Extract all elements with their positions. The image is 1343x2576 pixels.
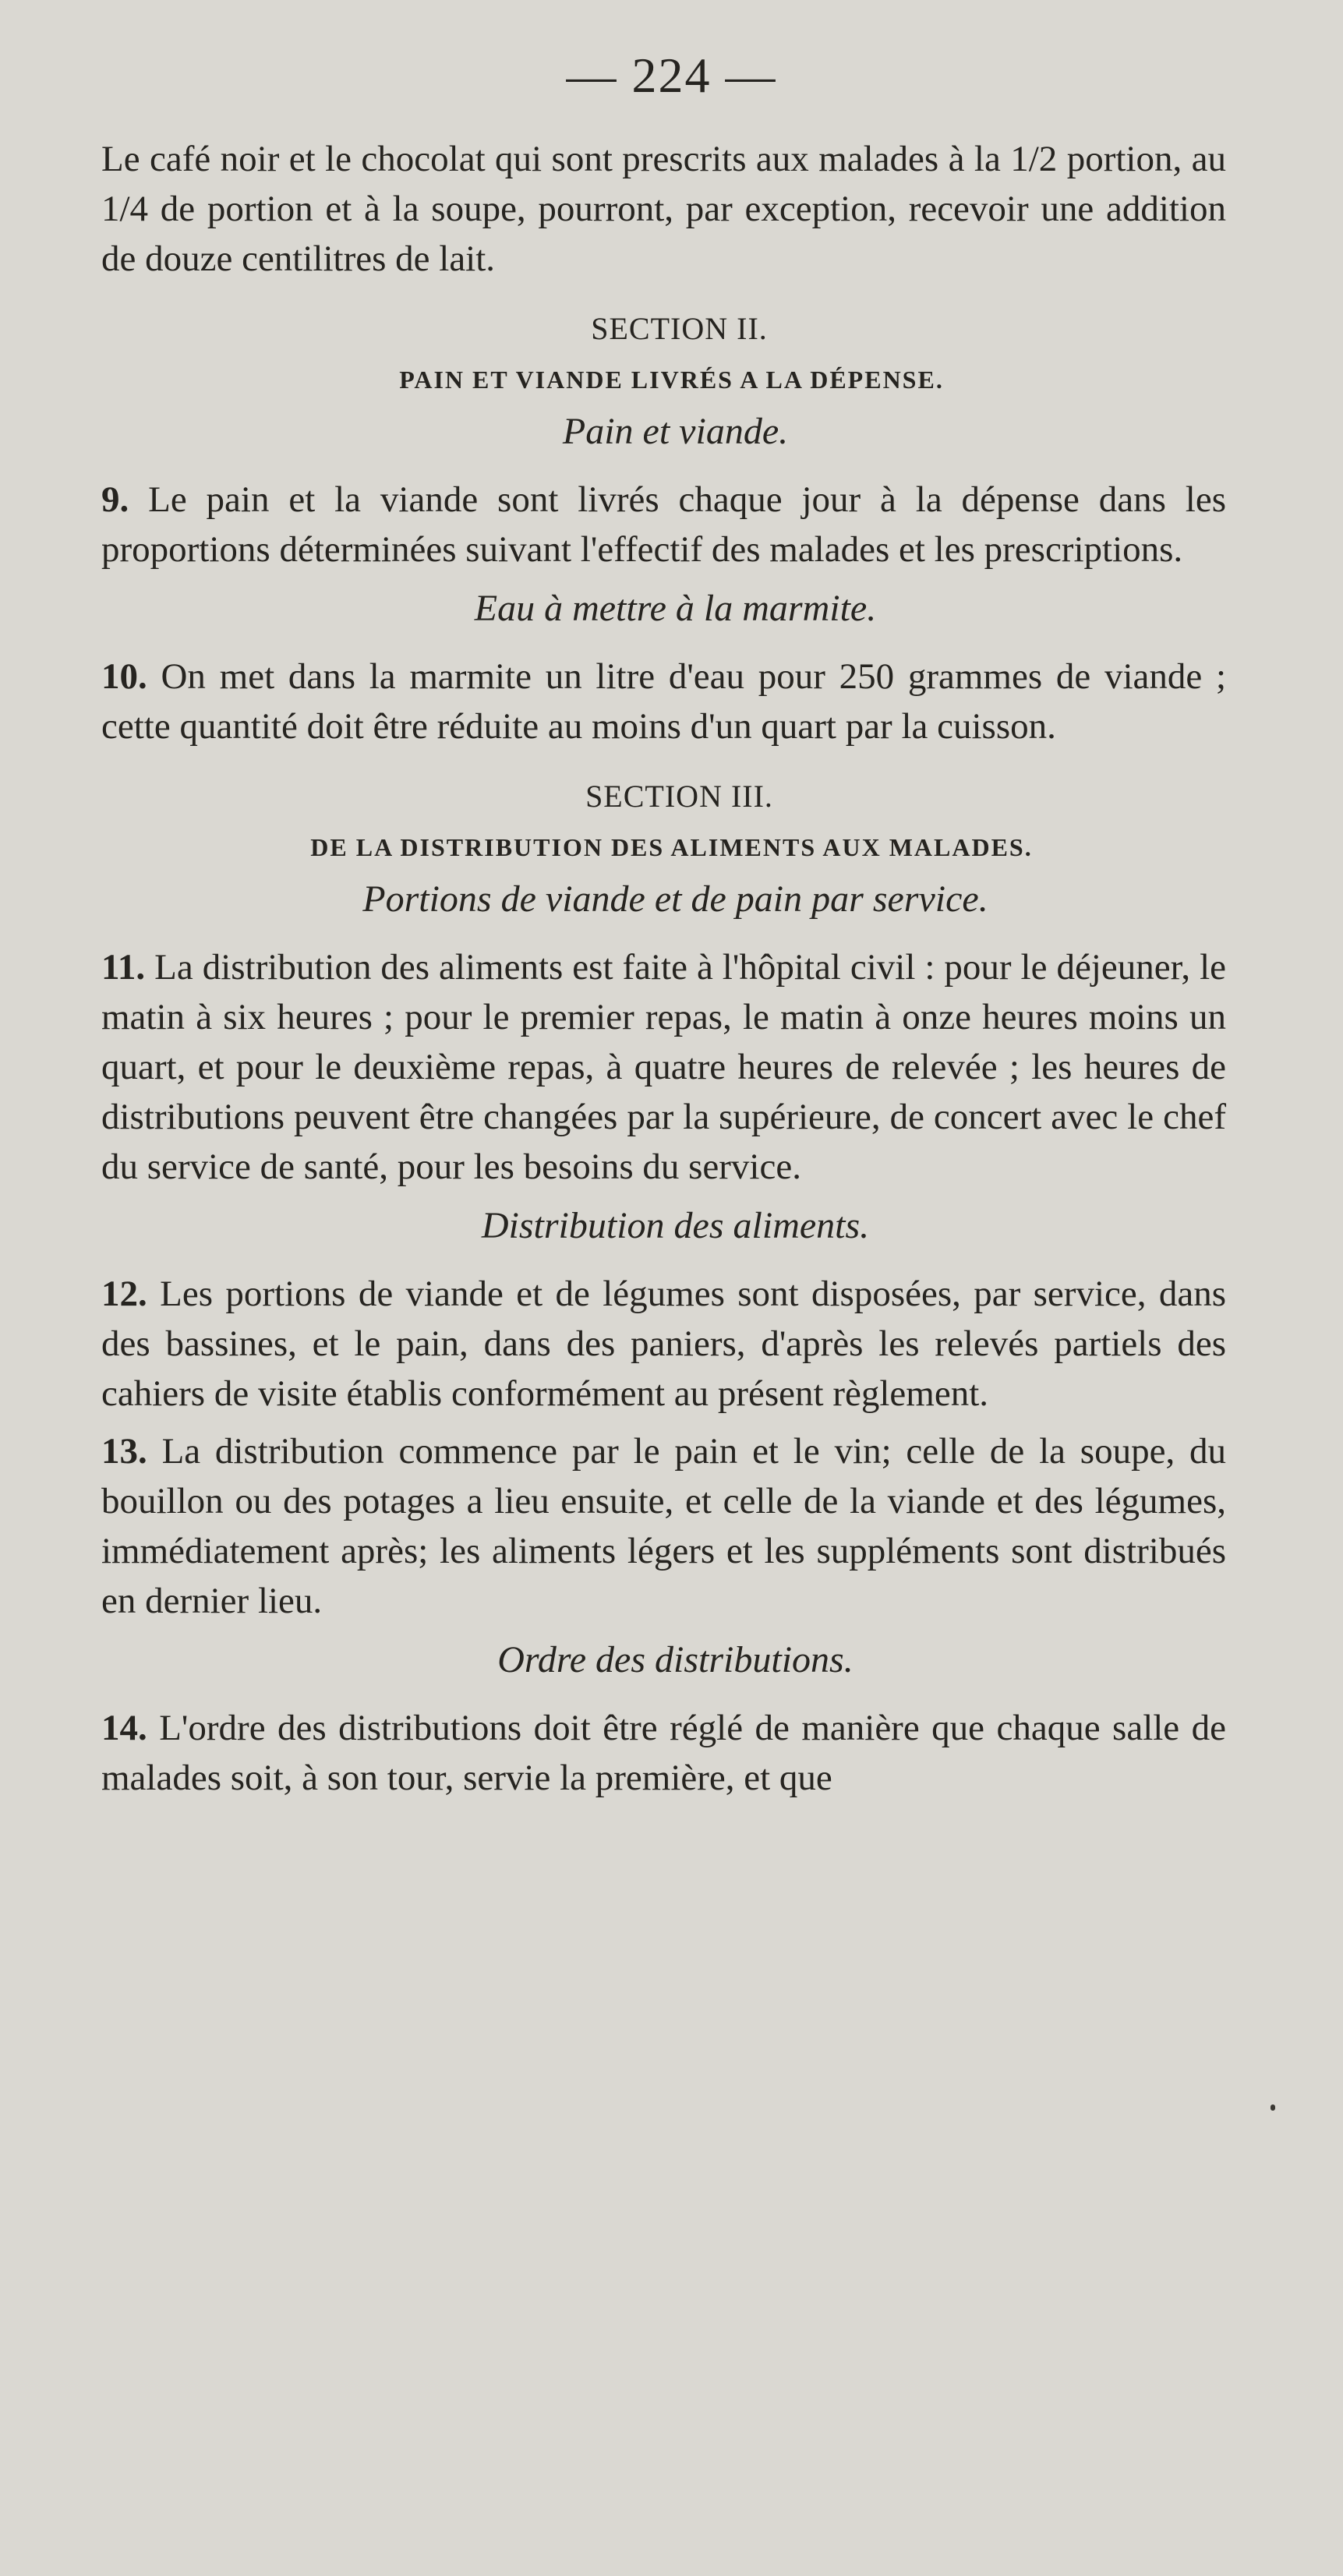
heading-distribution-aliments: Distribution des aliments. bbox=[481, 1205, 870, 1246]
ink-speck bbox=[1271, 2104, 1275, 2111]
section-2-subtitle: PAIN ET VIANDE LIVRÉS A LA DÉPENSE. bbox=[399, 366, 944, 394]
page-number: — 224 — bbox=[566, 48, 777, 103]
article-14-text: L'ordre des distributions doit être réglé de manière que chaque salle de malades soit, à son tour, servie la première, et que bbox=[101, 1708, 1226, 1798]
article-13 bbox=[101, 1426, 1226, 1626]
article-12 bbox=[101, 1269, 1226, 1419]
article-10-text: On met dans la marmite un litre d'eau pour 250 grammes de viande ; cette quantité doit être réduite au moins d'un quart par la cuisson. bbox=[101, 656, 1227, 747]
heading-portions: Portions de viande et de pain par service. bbox=[362, 878, 988, 920]
article-9-number: 9. bbox=[101, 479, 129, 520]
article-10-number: 10. bbox=[101, 656, 147, 697]
heading-pain-et-viande: Pain et viande. bbox=[562, 411, 789, 452]
article-9 bbox=[101, 475, 1226, 574]
article-11 bbox=[101, 942, 1226, 1192]
section-2-title: SECTION II. bbox=[591, 311, 768, 346]
section-3-title: SECTION III. bbox=[585, 779, 773, 814]
article-12-text: Les portions de viande et de légumes sont disposées, par service, dans des bassines, et le pain, dans des paniers, d'après les relevés partiels des cahiers de visite établis conformément au présent règlement. bbox=[101, 1274, 1227, 1414]
article-12-number: 12. bbox=[101, 1274, 147, 1314]
heading-ordre-distributions: Ordre des distributions. bbox=[497, 1639, 854, 1680]
section-3-subtitle: DE LA DISTRIBUTION DES ALIMENTS AUX MALADES. bbox=[310, 833, 1033, 861]
article-14 bbox=[101, 1703, 1226, 1803]
article-10 bbox=[101, 652, 1226, 751]
heading-eau-marmite: Eau à mettre à la marmite. bbox=[474, 588, 877, 629]
article-11-number: 11. bbox=[101, 947, 146, 988]
article-13-number: 13. bbox=[101, 1431, 147, 1472]
article-13-text: La distribution commence par le pain et le vin; celle de la soupe, du bouillon ou des potages a lieu ensuite, et celle de la viande et des légumes, immédiatement après; les aliments légers et les suppléments sont distribués en dernier lieu. bbox=[101, 1431, 1227, 1621]
article-9-text: Le pain et la viande sont livrés chaque jour à la dépense dans les proportions déterminées suivant l'effectif des malades et les prescriptions. bbox=[101, 479, 1227, 570]
article-11-text: La distribution des aliments est faite à l'hôpital civil : pour le déjeuner, le matin à six heures ; pour le premier repas, le matin à onze heures moins un quart, et pour le deuxième repas, à quatre heures de relevée ; les heures de distributions peuvent être changées par la supérieure, de concert avec le chef du service de santé, pour les besoins du service. bbox=[101, 947, 1227, 1187]
intro-paragraph: Le café noir et le chocolat qui sont prescrits aux malades à la 1/2 portion, au 1/4 de portion et à la soupe, pourront, par exception, recevoir une addition de douze centilitres de lait. bbox=[101, 139, 1226, 279]
article-14-number: 14. bbox=[101, 1708, 147, 1748]
